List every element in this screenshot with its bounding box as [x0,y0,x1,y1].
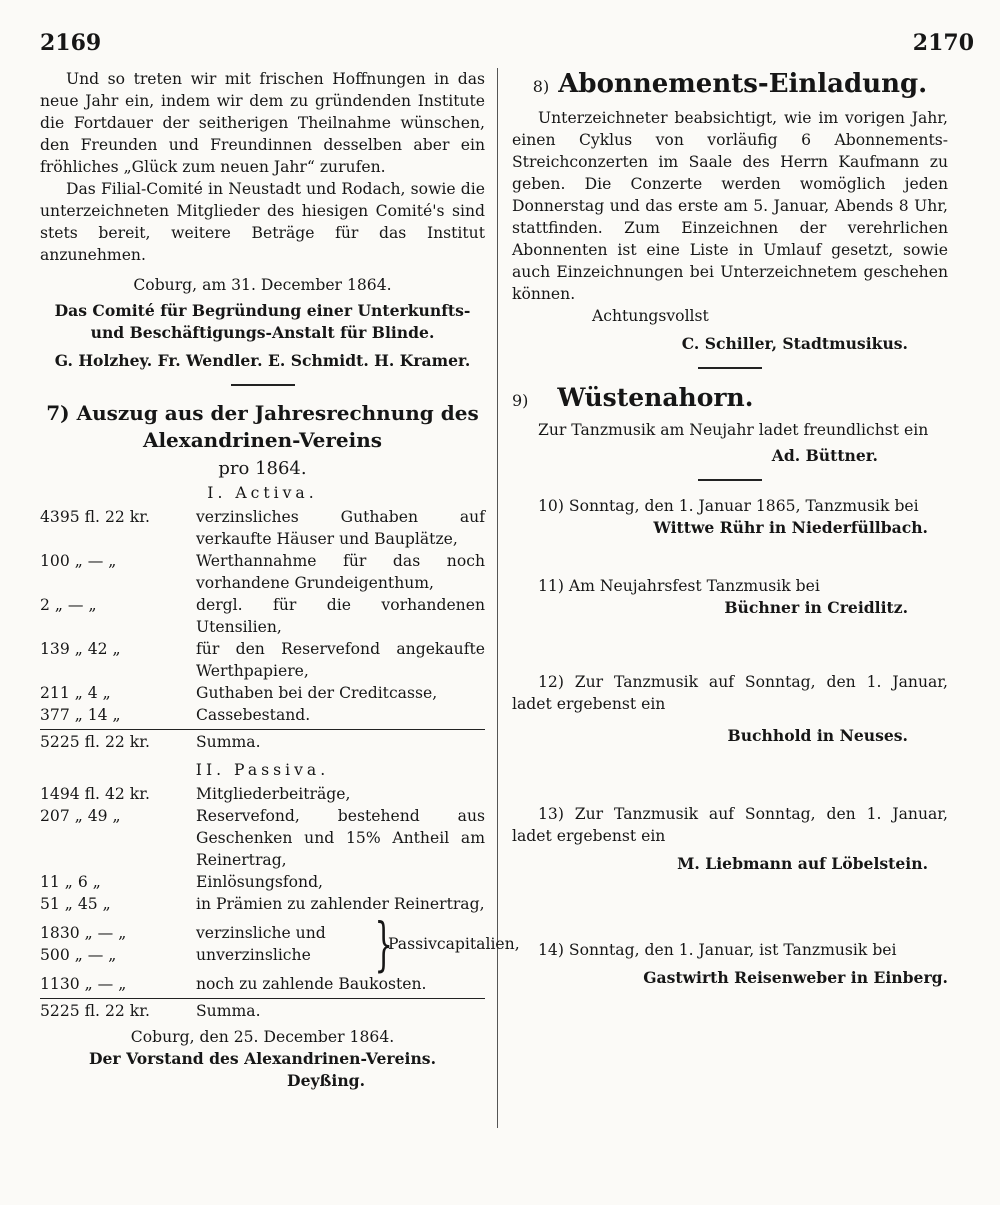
activa-sum [40,729,485,753]
group-label: Passivcapitalien, [388,935,520,953]
separator [231,384,295,386]
description: unverzinsliche [196,946,311,964]
activa-title: I. Activa. [207,484,318,502]
sum-label: Summa. [196,1002,261,1020]
account-row [40,594,485,638]
amount: 500 „ — „ [40,946,117,964]
signer: Buchhold in Neuses. [727,726,908,745]
notice-number: 9) [512,391,529,410]
notice-9-title: Wüstenahorn. [557,383,754,412]
notice-number: 8) [532,77,550,96]
notice-8-title: Abonnements-Einladung. [558,69,928,99]
report-year: pro 1864. [218,458,307,479]
description: Cassebestand. [196,706,311,724]
signer: C. Schiller, Stadtmusikus. [681,334,908,353]
place-date: Coburg, den 25. December 1864. [130,1028,395,1046]
amount: 1830 „ — „ [40,924,127,942]
account-row [40,922,370,944]
amount: 139 „ 42 „ [40,640,121,658]
account-row [40,973,485,995]
description: dergl. für die vorhandenen Utensilien, [196,596,485,636]
description: Guthaben bei der Creditcasse, [196,684,438,702]
brace-icon: } [374,910,393,978]
separator [698,367,762,369]
place-date: Coburg, am 31. December 1864. [133,276,392,294]
passiva-sum [40,998,485,1022]
column-divider [497,68,498,1128]
closing: Achtungsvollst [592,307,709,325]
description: für den Reservefond angekaufte Werthpapiere, [196,640,485,680]
notice-10-text: 10) Sonntag, den 1. Januar 1865, Tanzmusik bei [538,497,919,515]
signer: Ad. Büttner. [771,446,878,465]
account-row [40,638,485,682]
notice-11 [512,575,948,619]
notice-10 [512,495,948,539]
account-row [40,893,485,915]
amount: 207 „ 49 „ [40,807,121,825]
account-row [40,682,485,704]
account-row [40,704,485,726]
amount: 1494 fl. 42 kr. [40,785,150,803]
account-row [40,506,485,550]
amount: 211 „ 4 „ [40,684,111,702]
signer: M. Liebmann auf Löbelstein. [677,854,928,873]
notice-8 [512,68,948,355]
left-column [40,68,520,1092]
signer: Gastwirth Reisenweber in Einberg. [643,968,948,987]
amount: 2 „ — „ [40,596,97,614]
notice-13-text: 13) Zur Tanzmusik auf Sonntag, den 1. Januar, ladet ergebenst ein [512,805,948,845]
notice-12 [512,671,948,747]
signer: Deyßing. [287,1071,365,1090]
description: Mitgliederbeiträge, [196,785,351,803]
amount: 1130 „ — „ [40,975,127,993]
amount: 4395 fl. 22 kr. [40,508,150,526]
description: verzinsliche und [196,924,326,942]
separator [698,479,762,481]
passiva-capital-group [40,910,520,978]
committee-name: Das Comité für Begründung einer Unterkunfts- und Beschäftigungs-Anstalt für Blinde. [54,301,471,342]
sum-label: Summa. [196,733,261,751]
signer: Wittwe Rühr in Niederfüllbach. [653,518,928,537]
notice-7 [40,400,520,1092]
amount: 377 „ 14 „ [40,706,121,724]
sum-amount: 5225 fl. 22 kr. [40,733,150,751]
description: in Prämien zu zahlender Reinertrag, [196,895,485,913]
notice-8-body: Unterzeichneter beabsichtigt, wie im vorigen Jahr, einen Cyklus von vorläufig 6 Abonnements-Streichconzerten im Saale des Herrn Kaufmann zu geben. Die Conzerte werden womöglich jeden Donnerstag und das erste am 5. Januar, Abends 8 Uhr, stattfinden. Zum Einzeichnen der verehrlichen Abonnenten ist eine Liste in Umlauf gesetzt, sowie auch Einzeichnungen bei Unterzeichnetem geschehen können. [512,109,948,303]
notice-12-text: 12) Zur Tanzmusik auf Sonntag, den 1. Januar, ladet ergebenst ein [512,673,948,713]
account-row [40,871,485,893]
account-row [40,944,370,966]
page-number-right: 2170 [912,30,974,56]
account-row [40,550,485,594]
sum-amount: 5225 fl. 22 kr. [40,1002,150,1020]
right-column [512,68,948,989]
amount: 51 „ 45 „ [40,895,111,913]
account-row [40,805,485,871]
passiva-title: II. Passiva. [195,761,330,779]
account-row [40,783,485,805]
intro-paragraph: Und so treten wir mit frischen Hoffnungen in das neue Jahr ein, indem wir dem zu gründenden Institute die Fortdauer der seitherigen Theilnahme wünschen, den Freunden und Freundinnen desselben aber ein fröhliches „Glück zum neuen Jahr“ zurufen. [40,70,485,176]
notice-13 [512,803,948,875]
notice-14 [512,939,948,989]
notice-7-heading: 7) Auszug aus der Jahresrechnung des Alexandrinen-Vereins [46,401,479,452]
notice-14-text: 14) Sonntag, den 1. Januar, ist Tanzmusik bei [538,941,897,959]
notice-9-body: Zur Tanzmusik am Neujahr ladet freundlichst ein [538,421,929,439]
amount: 11 „ 6 „ [40,873,101,891]
amount: 100 „ — „ [40,552,117,570]
description: noch zu zahlende Baukosten. [196,975,427,993]
description: Einlösungsfond, [196,873,324,891]
description: Werthannahme für das noch vorhandene Grundeigenthum, [196,552,485,592]
intro-paragraph: Das Filial-Comité in Neustadt und Rodach, sowie die unterzeichneten Mitglieder des hiesigen Comité's sind stets bereit, weitere Beträge für das Institut anzunehmen. [40,180,485,264]
description: verzinsliches Guthaben auf verkaufte Häuser und Bauplätze, [196,508,485,548]
description: Reservefond, bestehend aus Geschenken und 15% Antheil am Reinertrag, [196,807,485,869]
board-name: Der Vorstand des Alexandrinen-Vereins. [88,1049,436,1068]
page-number-left: 2169 [40,30,102,56]
notice-11-text: 11) Am Neujahrsfest Tanzmusik bei [538,577,820,595]
notice-9 [512,383,948,467]
committee-signers: G. Holzhey. Fr. Wendler. E. Schmidt. H. Kramer. [54,351,471,370]
signer: Büchner in Creidlitz. [724,598,908,617]
